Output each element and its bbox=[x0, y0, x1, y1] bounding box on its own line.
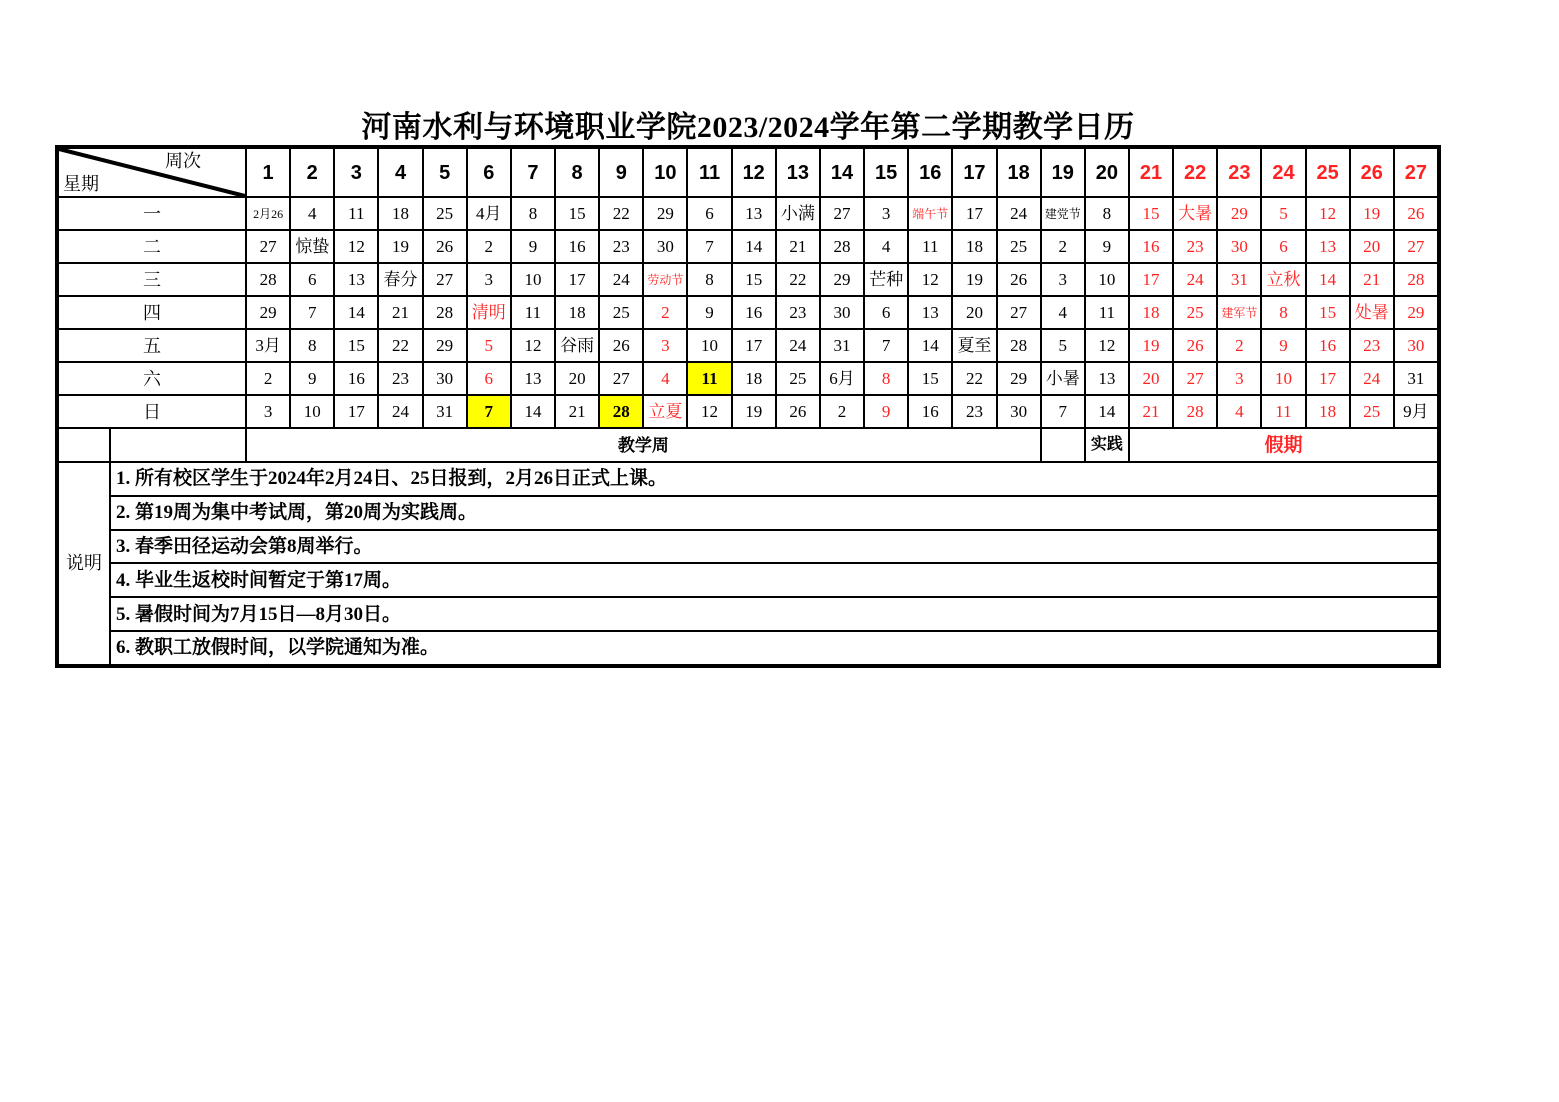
date-cell: 建军节 bbox=[1218, 297, 1260, 328]
date-cell: 4 bbox=[1042, 297, 1084, 328]
date-cell: 7 bbox=[1042, 396, 1084, 427]
date-cell: 建党节 bbox=[1042, 198, 1084, 229]
date-cell: 16 bbox=[556, 231, 598, 262]
date-cell: 惊蛰 bbox=[291, 231, 333, 262]
date-cell: 22 bbox=[777, 264, 819, 295]
day-label-六: 六 bbox=[59, 363, 245, 394]
corner-label-weekday: 星期 bbox=[63, 174, 99, 194]
date-cell: 2 bbox=[821, 396, 863, 427]
date-cell: 26 bbox=[600, 330, 642, 361]
date-cell: 8 bbox=[1262, 297, 1304, 328]
note-line-6: 6. 教职工放假时间，以学院通知为准。 bbox=[111, 632, 1437, 664]
date-cell: 26 bbox=[424, 231, 466, 262]
date-cell: 12 bbox=[1307, 198, 1349, 229]
date-cell: 15 bbox=[909, 363, 951, 394]
date-cell: 11 bbox=[909, 231, 951, 262]
date-cell: 19 bbox=[1351, 198, 1393, 229]
date-cell: 30 bbox=[998, 396, 1040, 427]
date-cell: 4 bbox=[1218, 396, 1260, 427]
week-number-26: 26 bbox=[1351, 149, 1393, 196]
date-cell: 16 bbox=[733, 297, 775, 328]
date-cell: 3 bbox=[247, 396, 289, 427]
date-cell: 30 bbox=[1218, 231, 1260, 262]
date-cell: 22 bbox=[600, 198, 642, 229]
date-cell: 25 bbox=[424, 198, 466, 229]
date-cell: 大暑 bbox=[1174, 198, 1216, 229]
date-cell: 29 bbox=[424, 330, 466, 361]
date-cell: 24 bbox=[1351, 363, 1393, 394]
date-cell: 16 bbox=[1307, 330, 1349, 361]
week-number-27: 27 bbox=[1395, 149, 1437, 196]
week-number-3: 3 bbox=[335, 149, 377, 196]
exam-week-band bbox=[1042, 429, 1084, 461]
date-cell: 3 bbox=[1042, 264, 1084, 295]
date-cell: 13 bbox=[909, 297, 951, 328]
date-cell: 31 bbox=[1218, 264, 1260, 295]
date-cell: 6月 bbox=[821, 363, 863, 394]
date-cell: 8 bbox=[291, 330, 333, 361]
date-cell: 谷雨 bbox=[556, 330, 598, 361]
date-cell: 23 bbox=[777, 297, 819, 328]
week-number-21: 21 bbox=[1130, 149, 1172, 196]
date-cell: 14 bbox=[512, 396, 554, 427]
teaching-weeks-band: 教学周 bbox=[247, 429, 1040, 461]
date-cell: 31 bbox=[1395, 363, 1437, 394]
date-cell: 13 bbox=[335, 264, 377, 295]
week-number-7: 7 bbox=[512, 149, 554, 196]
date-cell: 9 bbox=[1262, 330, 1304, 361]
date-cell: 立秋 bbox=[1262, 264, 1304, 295]
date-cell: 30 bbox=[1395, 330, 1437, 361]
date-cell: 11 bbox=[512, 297, 554, 328]
date-cell: 29 bbox=[1218, 198, 1260, 229]
date-cell: 31 bbox=[821, 330, 863, 361]
date-cell: 18 bbox=[379, 198, 421, 229]
date-cell: 28 bbox=[1174, 396, 1216, 427]
date-cell: 6 bbox=[1262, 231, 1304, 262]
date-cell: 24 bbox=[998, 198, 1040, 229]
week-number-20: 20 bbox=[1086, 149, 1128, 196]
date-cell: 30 bbox=[821, 297, 863, 328]
week-number-17: 17 bbox=[953, 149, 995, 196]
date-cell: 3月 bbox=[247, 330, 289, 361]
note-line-4: 4. 毕业生返校时间暂定于第17周。 bbox=[111, 564, 1437, 596]
date-cell: 15 bbox=[556, 198, 598, 229]
date-cell: 26 bbox=[998, 264, 1040, 295]
date-cell: 4 bbox=[865, 231, 907, 262]
date-cell: 27 bbox=[247, 231, 289, 262]
date-cell: 5 bbox=[468, 330, 510, 361]
date-cell: 4月 bbox=[468, 198, 510, 229]
date-cell: 2月26 bbox=[247, 198, 289, 229]
date-cell: 20 bbox=[556, 363, 598, 394]
date-cell: 4 bbox=[291, 198, 333, 229]
summary-empty-cell-left bbox=[59, 429, 109, 461]
date-cell: 7 bbox=[865, 330, 907, 361]
day-label-一: 一 bbox=[59, 198, 245, 229]
date-cell: 18 bbox=[556, 297, 598, 328]
date-cell: 11 bbox=[688, 363, 730, 394]
date-cell: 4 bbox=[644, 363, 686, 394]
week-number-23: 23 bbox=[1218, 149, 1260, 196]
date-cell: 春分 bbox=[379, 264, 421, 295]
date-cell: 23 bbox=[379, 363, 421, 394]
date-cell: 12 bbox=[1086, 330, 1128, 361]
date-cell: 12 bbox=[688, 396, 730, 427]
date-cell: 13 bbox=[1086, 363, 1128, 394]
week-number-5: 5 bbox=[424, 149, 466, 196]
date-cell: 25 bbox=[1351, 396, 1393, 427]
date-cell: 3 bbox=[1218, 363, 1260, 394]
date-cell: 7 bbox=[468, 396, 510, 427]
corner-header-cell bbox=[59, 149, 245, 196]
date-cell: 16 bbox=[335, 363, 377, 394]
date-cell: 27 bbox=[424, 264, 466, 295]
date-cell: 27 bbox=[998, 297, 1040, 328]
week-number-18: 18 bbox=[998, 149, 1040, 196]
date-cell: 9 bbox=[1086, 231, 1128, 262]
date-cell: 19 bbox=[379, 231, 421, 262]
date-cell: 16 bbox=[1130, 231, 1172, 262]
date-cell: 9 bbox=[688, 297, 730, 328]
date-cell: 8 bbox=[865, 363, 907, 394]
date-cell: 25 bbox=[998, 231, 1040, 262]
date-cell: 29 bbox=[1395, 297, 1437, 328]
date-cell: 24 bbox=[777, 330, 819, 361]
date-cell: 21 bbox=[1130, 396, 1172, 427]
date-cell: 10 bbox=[512, 264, 554, 295]
date-cell: 9 bbox=[291, 363, 333, 394]
week-number-25: 25 bbox=[1307, 149, 1349, 196]
date-cell: 2 bbox=[247, 363, 289, 394]
date-cell: 17 bbox=[335, 396, 377, 427]
day-label-三: 三 bbox=[59, 264, 245, 295]
date-cell: 小暑 bbox=[1042, 363, 1084, 394]
note-line-5: 5. 暑假时间为7月15日—8月30日。 bbox=[111, 598, 1437, 630]
date-cell: 14 bbox=[1086, 396, 1128, 427]
week-number-13: 13 bbox=[777, 149, 819, 196]
date-cell: 18 bbox=[1130, 297, 1172, 328]
date-cell: 芒种 bbox=[865, 264, 907, 295]
date-cell: 8 bbox=[512, 198, 554, 229]
date-cell: 28 bbox=[600, 396, 642, 427]
date-cell: 6 bbox=[291, 264, 333, 295]
date-cell: 17 bbox=[733, 330, 775, 361]
date-cell: 13 bbox=[512, 363, 554, 394]
day-label-四: 四 bbox=[59, 297, 245, 328]
date-cell: 12 bbox=[335, 231, 377, 262]
date-cell: 15 bbox=[1130, 198, 1172, 229]
date-cell: 14 bbox=[335, 297, 377, 328]
week-number-24: 24 bbox=[1262, 149, 1304, 196]
date-cell: 18 bbox=[1307, 396, 1349, 427]
holiday-band: 假期 bbox=[1130, 429, 1437, 461]
date-cell: 24 bbox=[1174, 264, 1216, 295]
date-cell: 23 bbox=[1174, 231, 1216, 262]
day-label-日: 日 bbox=[59, 396, 245, 427]
date-cell: 7 bbox=[291, 297, 333, 328]
date-cell: 10 bbox=[688, 330, 730, 361]
date-cell: 2 bbox=[644, 297, 686, 328]
date-cell: 15 bbox=[335, 330, 377, 361]
date-cell: 11 bbox=[335, 198, 377, 229]
date-cell: 20 bbox=[953, 297, 995, 328]
date-cell: 26 bbox=[1395, 198, 1437, 229]
date-cell: 6 bbox=[865, 297, 907, 328]
date-cell: 26 bbox=[1174, 330, 1216, 361]
date-cell: 2 bbox=[1042, 231, 1084, 262]
date-cell: 22 bbox=[953, 363, 995, 394]
date-cell: 9 bbox=[512, 231, 554, 262]
corner-label-week: 周次 bbox=[165, 151, 201, 171]
date-cell: 17 bbox=[1130, 264, 1172, 295]
week-number-2: 2 bbox=[291, 149, 333, 196]
week-number-10: 10 bbox=[644, 149, 686, 196]
date-cell: 27 bbox=[821, 198, 863, 229]
date-cell: 12 bbox=[512, 330, 554, 361]
date-cell: 24 bbox=[600, 264, 642, 295]
date-cell: 27 bbox=[600, 363, 642, 394]
date-cell: 2 bbox=[1218, 330, 1260, 361]
week-number-22: 22 bbox=[1174, 149, 1216, 196]
date-cell: 5 bbox=[1042, 330, 1084, 361]
date-cell: 15 bbox=[1307, 297, 1349, 328]
date-cell: 25 bbox=[600, 297, 642, 328]
day-label-二: 二 bbox=[59, 231, 245, 262]
date-cell: 28 bbox=[424, 297, 466, 328]
note-line-2: 2. 第19周为集中考试周，第20周为实践周。 bbox=[111, 497, 1437, 529]
date-cell: 8 bbox=[688, 264, 730, 295]
date-cell: 14 bbox=[733, 231, 775, 262]
date-cell: 8 bbox=[1086, 198, 1128, 229]
date-cell: 24 bbox=[379, 396, 421, 427]
date-cell: 11 bbox=[1086, 297, 1128, 328]
date-cell: 3 bbox=[644, 330, 686, 361]
date-cell: 28 bbox=[247, 264, 289, 295]
date-cell: 19 bbox=[733, 396, 775, 427]
date-cell: 10 bbox=[291, 396, 333, 427]
date-cell: 28 bbox=[1395, 264, 1437, 295]
date-cell: 处暑 bbox=[1351, 297, 1393, 328]
date-cell: 21 bbox=[379, 297, 421, 328]
date-cell: 18 bbox=[953, 231, 995, 262]
date-cell: 12 bbox=[909, 264, 951, 295]
date-cell: 10 bbox=[1086, 264, 1128, 295]
date-cell: 端午节 bbox=[909, 198, 951, 229]
calendar-grid bbox=[55, 145, 1441, 668]
date-cell: 11 bbox=[1262, 396, 1304, 427]
week-number-19: 19 bbox=[1042, 149, 1084, 196]
date-cell: 29 bbox=[821, 264, 863, 295]
date-cell: 23 bbox=[1351, 330, 1393, 361]
date-cell: 15 bbox=[733, 264, 775, 295]
date-cell: 23 bbox=[953, 396, 995, 427]
day-label-五: 五 bbox=[59, 330, 245, 361]
date-cell: 29 bbox=[247, 297, 289, 328]
week-number-8: 8 bbox=[556, 149, 598, 196]
summary-empty-cell-label bbox=[111, 429, 245, 461]
date-cell: 9 bbox=[865, 396, 907, 427]
date-cell: 21 bbox=[1351, 264, 1393, 295]
week-number-4: 4 bbox=[379, 149, 421, 196]
date-cell: 16 bbox=[909, 396, 951, 427]
date-cell: 29 bbox=[998, 363, 1040, 394]
week-number-14: 14 bbox=[821, 149, 863, 196]
date-cell: 10 bbox=[1262, 363, 1304, 394]
practice-week-band: 实践 bbox=[1086, 429, 1128, 461]
date-cell: 18 bbox=[733, 363, 775, 394]
notes-label: 说明 bbox=[59, 463, 109, 664]
note-line-1: 1. 所有校区学生于2024年2月24日、25日报到，2月26日正式上课。 bbox=[111, 463, 1437, 495]
week-number-16: 16 bbox=[909, 149, 951, 196]
date-cell: 30 bbox=[424, 363, 466, 394]
note-line-3: 3. 春季田径运动会第8周举行。 bbox=[111, 531, 1437, 563]
date-cell: 17 bbox=[1307, 363, 1349, 394]
date-cell: 25 bbox=[777, 363, 819, 394]
date-cell: 2 bbox=[468, 231, 510, 262]
date-cell: 13 bbox=[1307, 231, 1349, 262]
date-cell: 立夏 bbox=[644, 396, 686, 427]
date-cell: 27 bbox=[1174, 363, 1216, 394]
date-cell: 29 bbox=[644, 198, 686, 229]
date-cell: 夏至 bbox=[953, 330, 995, 361]
date-cell: 14 bbox=[1307, 264, 1349, 295]
date-cell: 3 bbox=[468, 264, 510, 295]
date-cell: 23 bbox=[600, 231, 642, 262]
week-number-11: 11 bbox=[688, 149, 730, 196]
date-cell: 7 bbox=[688, 231, 730, 262]
date-cell: 20 bbox=[1351, 231, 1393, 262]
date-cell: 清明 bbox=[468, 297, 510, 328]
date-cell: 9月 bbox=[1395, 396, 1437, 427]
week-number-1: 1 bbox=[247, 149, 289, 196]
date-cell: 22 bbox=[379, 330, 421, 361]
date-cell: 27 bbox=[1395, 231, 1437, 262]
date-cell: 5 bbox=[1262, 198, 1304, 229]
date-cell: 31 bbox=[424, 396, 466, 427]
date-cell: 19 bbox=[1130, 330, 1172, 361]
date-cell: 19 bbox=[953, 264, 995, 295]
date-cell: 28 bbox=[821, 231, 863, 262]
week-number-15: 15 bbox=[865, 149, 907, 196]
date-cell: 21 bbox=[777, 231, 819, 262]
date-cell: 30 bbox=[644, 231, 686, 262]
week-number-9: 9 bbox=[600, 149, 642, 196]
date-cell: 3 bbox=[865, 198, 907, 229]
date-cell: 21 bbox=[556, 396, 598, 427]
date-cell: 小满 bbox=[777, 198, 819, 229]
week-number-12: 12 bbox=[733, 149, 775, 196]
week-number-6: 6 bbox=[468, 149, 510, 196]
date-cell: 劳动节 bbox=[644, 264, 686, 295]
date-cell: 6 bbox=[468, 363, 510, 394]
date-cell: 14 bbox=[909, 330, 951, 361]
date-cell: 17 bbox=[556, 264, 598, 295]
page-title: 河南水利与环境职业学院2023/2024学年第二学期教学日历 bbox=[361, 111, 1135, 144]
date-cell: 6 bbox=[688, 198, 730, 229]
date-cell: 28 bbox=[998, 330, 1040, 361]
date-cell: 26 bbox=[777, 396, 819, 427]
date-cell: 13 bbox=[733, 198, 775, 229]
date-cell: 17 bbox=[953, 198, 995, 229]
date-cell: 20 bbox=[1130, 363, 1172, 394]
date-cell: 25 bbox=[1174, 297, 1216, 328]
